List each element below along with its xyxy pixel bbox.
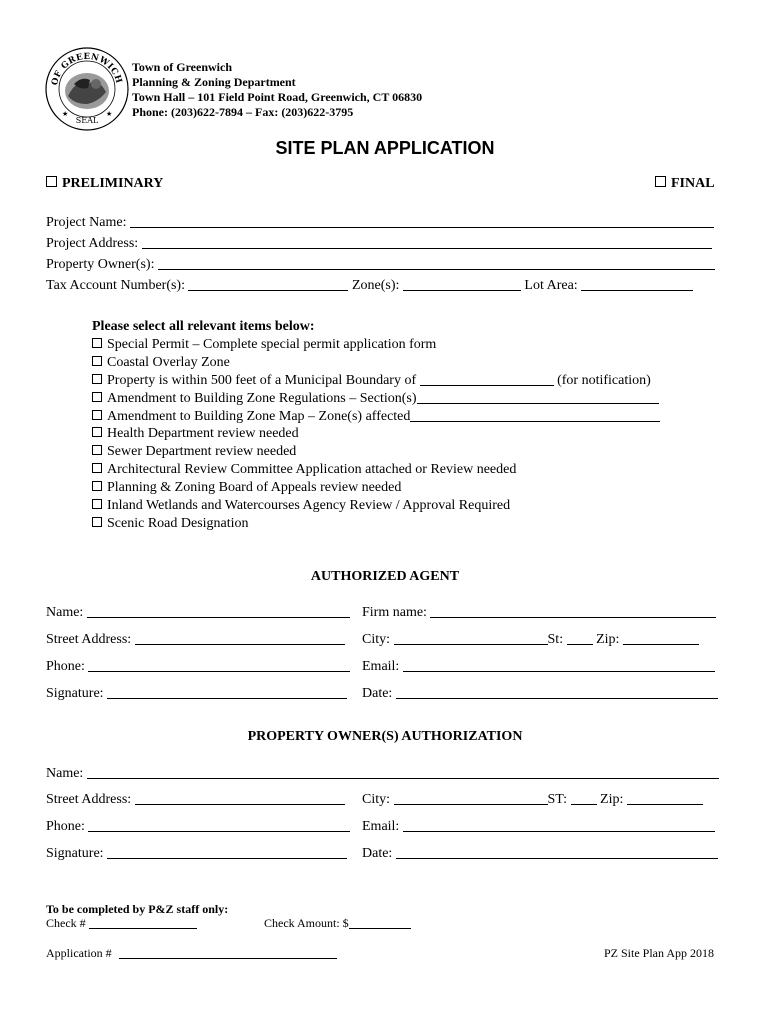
item-health-dept[interactable]: Health Department review needed [92, 425, 660, 443]
lot-area-field[interactable] [581, 277, 693, 291]
owner-heading: PROPERTY OWNER(S) AUTHORIZATION [247, 729, 523, 744]
owner-street-label: Street Address: [46, 792, 132, 807]
preliminary-option[interactable] [46, 176, 163, 192]
owner-zip-field[interactable] [627, 791, 703, 805]
check-number-row [46, 916, 197, 931]
check-amount-field[interactable] [349, 917, 411, 929]
checkbox[interactable] [92, 427, 102, 437]
item-special-permit[interactable]: Special Permit – Complete special permit application form [92, 336, 660, 354]
agent-date-field[interactable] [396, 685, 718, 699]
owner-phone-label: Phone: [46, 819, 85, 834]
project-name-field[interactable] [130, 214, 714, 228]
svg-text:★: ★ [106, 110, 113, 118]
checkbox[interactable] [92, 356, 102, 366]
item-architectural-review[interactable]: Architectural Review Committee Application attached or Review needed [92, 461, 660, 479]
owner-signature-field[interactable] [107, 845, 347, 859]
agent-email-field[interactable] [403, 658, 715, 672]
project-name-label: Project Name: [46, 215, 127, 230]
owner-phone-field[interactable] [88, 818, 350, 832]
items-heading: Please select all relevant items below: [92, 319, 315, 334]
owner-signature-row [46, 845, 347, 862]
agent-street-field[interactable] [135, 631, 345, 645]
agent-street-label: Street Address: [46, 632, 132, 647]
owner-city-field[interactable] [394, 791, 548, 805]
dept-name: Planning & Zoning Department [132, 75, 296, 89]
agent-firm-row [362, 604, 716, 621]
checkbox[interactable] [92, 481, 102, 491]
seal-text-arc: OF GREENWICH [50, 51, 124, 87]
checkbox[interactable] [92, 463, 102, 473]
item-sewer-dept[interactable]: Sewer Department review needed [92, 443, 660, 461]
checkbox[interactable] [92, 392, 102, 402]
owner-email-row [362, 818, 715, 835]
agent-phone-field[interactable] [88, 658, 350, 672]
dept-address: Town Hall – 101 Field Point Road, Greenwich, CT 06830 [132, 90, 423, 104]
project-address-row [46, 235, 712, 252]
owner-date-row [362, 845, 718, 862]
property-owner-label: Property Owner(s): [46, 257, 155, 272]
agent-name-field[interactable] [87, 604, 350, 618]
tax-label: Tax Account Number(s): [46, 278, 185, 293]
owner-signature-label: Signature: [46, 846, 104, 861]
item-zoning-appeals[interactable]: Planning & Zoning Board of Appeals review needed [92, 479, 660, 497]
lot-area-label: Lot Area: [524, 278, 578, 293]
owner-email-label: Email: [362, 819, 400, 834]
agent-signature-row [46, 685, 347, 702]
form-version: PZ Site Plan App 2018 [604, 946, 715, 960]
item-scenic-road[interactable]: Scenic Road Designation [92, 515, 660, 533]
agent-city-row [362, 631, 699, 648]
tax-field[interactable] [188, 277, 348, 291]
owner-zip-label: Zip: [600, 792, 624, 807]
municipality-field[interactable] [420, 372, 554, 386]
owner-name-row [46, 765, 719, 782]
agent-st-label: St: [547, 632, 564, 647]
project-address-field[interactable] [142, 235, 712, 249]
zone-field[interactable] [403, 277, 521, 291]
agent-st-field[interactable] [567, 631, 593, 645]
tax-row [46, 277, 693, 294]
agent-phone-row [46, 658, 350, 675]
owner-phone-row [46, 818, 350, 835]
relevant-items [92, 318, 660, 533]
owner-email-field[interactable] [403, 818, 715, 832]
checkbox[interactable] [92, 445, 102, 455]
item-zone-map-amendment[interactable]: Amendment to Building Zone Map – Zone(s) affected [92, 408, 660, 426]
owner-name-label: Name: [46, 766, 84, 781]
owner-st-label: ST: [547, 792, 568, 807]
agent-city-field[interactable] [394, 631, 548, 645]
check-amount-label: Check Amount: $ [264, 916, 349, 930]
section-field[interactable] [417, 390, 659, 404]
svg-text:★: ★ [62, 110, 69, 118]
check-number-field[interactable] [89, 917, 197, 929]
application-number-label: Application # [46, 946, 112, 960]
agent-street-row [46, 631, 345, 648]
owner-street-field[interactable] [135, 791, 345, 805]
property-owner-field[interactable] [158, 256, 715, 270]
agent-phone-label: Phone: [46, 659, 85, 674]
item-inland-wetlands[interactable]: Inland Wetlands and Watercourses Agency Review / Approval Required [92, 497, 660, 515]
staff-heading: To be completed by P&Z staff only: [46, 902, 229, 916]
checkbox[interactable] [92, 410, 102, 420]
checkbox[interactable] [92, 517, 102, 527]
owner-city-label: City: [362, 792, 391, 807]
final-checkbox[interactable] [655, 176, 666, 187]
agent-zip-label: Zip: [596, 632, 620, 647]
agent-date-row [362, 685, 718, 702]
preliminary-label: PRELIMINARY [62, 176, 164, 191]
agent-signature-field[interactable] [107, 685, 347, 699]
zone-affected-field[interactable] [410, 408, 660, 422]
agent-zip-field[interactable] [623, 631, 699, 645]
check-amount-row [264, 916, 411, 931]
checkbox[interactable] [92, 499, 102, 509]
town-seal [44, 46, 130, 132]
checkbox[interactable] [92, 374, 102, 384]
agent-email-row [362, 658, 715, 675]
letterhead [132, 60, 422, 120]
agent-name-row [46, 604, 350, 621]
item-coastal-overlay[interactable]: Coastal Overlay Zone [92, 354, 660, 372]
zone-label: Zone(s): [351, 278, 400, 293]
owner-st-field[interactable] [571, 791, 597, 805]
application-number-row [46, 946, 337, 961]
agent-date-label: Date: [362, 686, 393, 701]
agent-city-label: City: [362, 632, 391, 647]
org-name: Town of Greenwich [132, 60, 233, 74]
agent-firm-label: Firm name: [362, 605, 427, 620]
final-option[interactable] [655, 176, 715, 192]
agent-name-label: Name: [46, 605, 84, 620]
agent-email-label: Email: [362, 659, 400, 674]
dept-phone: Phone: (203)622-7894 – Fax: (203)622-3795 [132, 105, 354, 119]
seal-label: SEAL [75, 116, 99, 125]
page-title: SITE PLAN APPLICATION [275, 138, 495, 158]
project-name-row [46, 214, 714, 231]
owner-street-row [46, 791, 345, 808]
agent-firm-field[interactable] [430, 604, 716, 618]
checkbox[interactable] [92, 338, 102, 348]
agent-signature-label: Signature: [46, 686, 104, 701]
agent-heading: AUTHORIZED AGENT [310, 569, 460, 584]
owner-date-field[interactable] [396, 845, 718, 859]
final-label: FINAL [671, 176, 715, 191]
owner-city-row [362, 791, 703, 808]
item-municipal-boundary[interactable]: Property is within 500 feet of a Municipal Boundary of (for notification) [92, 372, 660, 390]
owner-name-field[interactable] [87, 765, 719, 779]
item-regulation-amendment[interactable]: Amendment to Building Zone Regulations – Section(s) [92, 390, 660, 408]
application-number-field[interactable] [119, 947, 337, 959]
preliminary-checkbox[interactable] [46, 176, 57, 187]
notification-note: (for notification) [557, 372, 651, 388]
property-owner-row [46, 256, 715, 273]
owner-date-label: Date: [362, 846, 393, 861]
check-number-label: Check # [46, 916, 86, 930]
project-address-label: Project Address: [46, 236, 139, 251]
